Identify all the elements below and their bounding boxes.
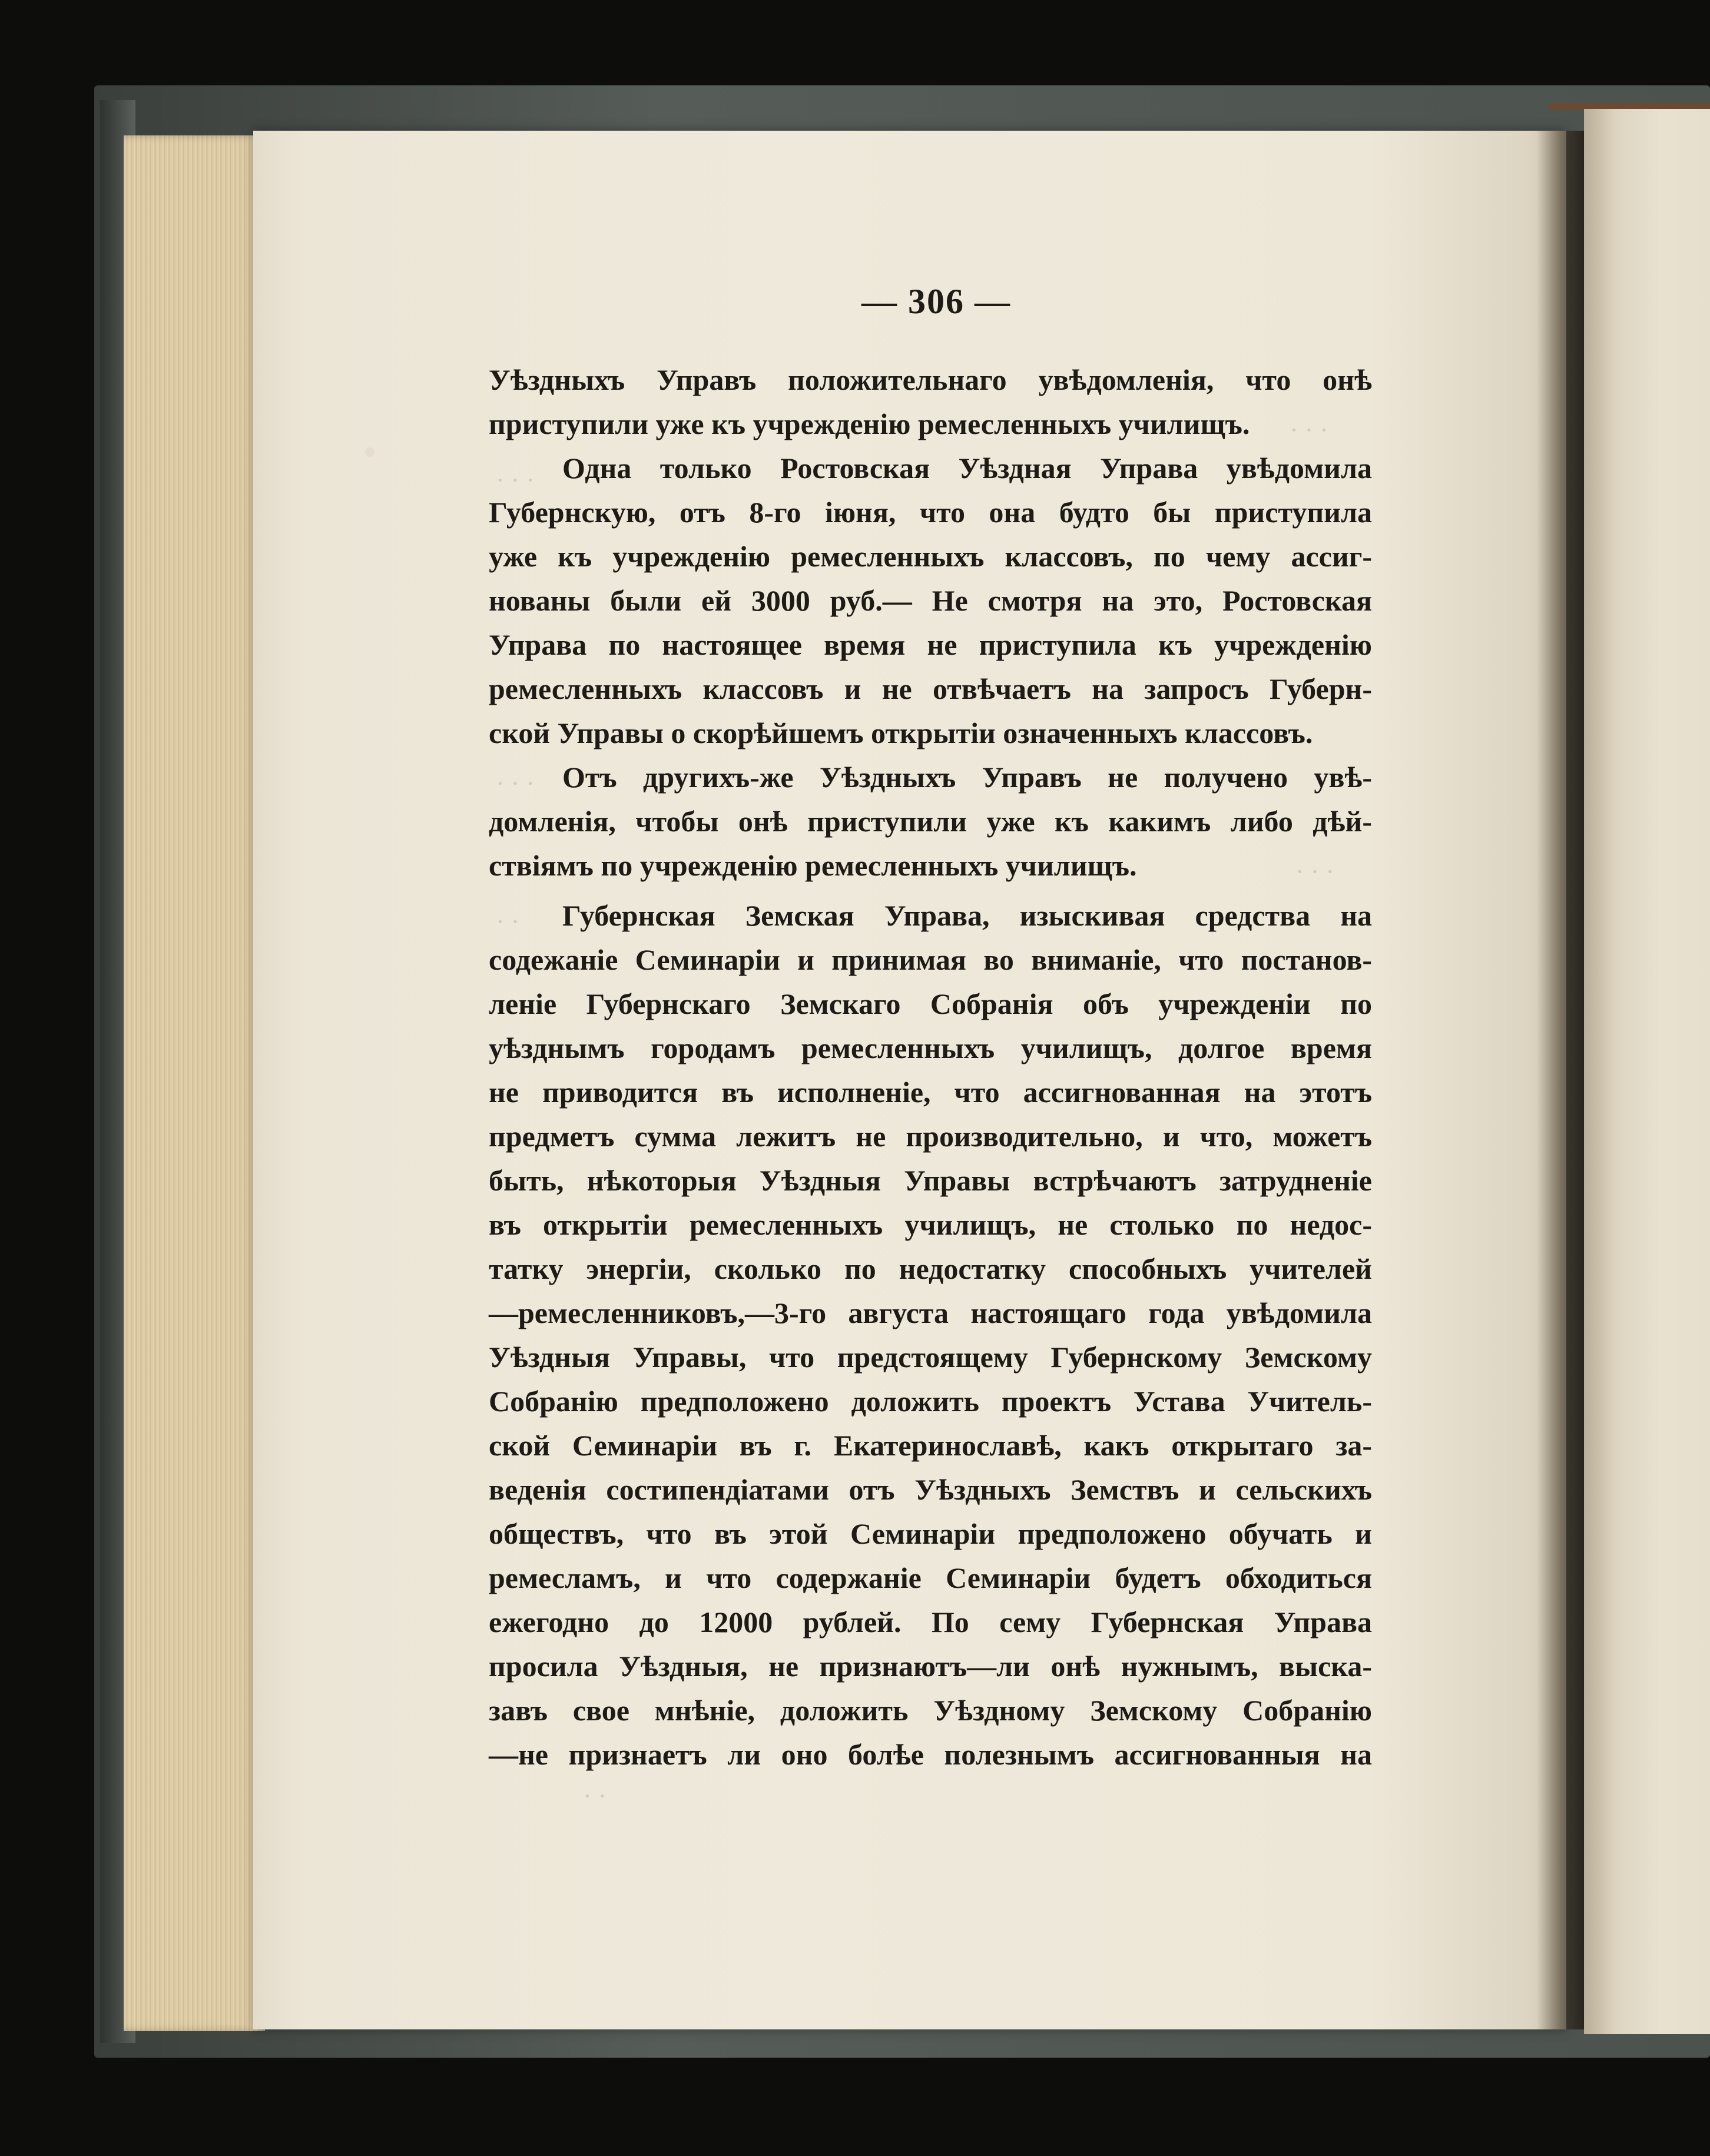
text-line: Губернская Земская Управа, изыскивая средства на: [562, 899, 1372, 932]
bleed-through-mark: · · ·: [496, 466, 535, 495]
text-line: ремесламъ, и что содержаніе Семинаріи будетъ обходиться: [489, 1561, 1372, 1594]
bleed-through-mark: · · ·: [1290, 416, 1328, 445]
text-line: быть, нѣкоторыя Уѣздныя Управы встрѣчаютъ затрудненіе: [489, 1164, 1372, 1197]
page-number: — 306 —: [861, 282, 1011, 321]
page-edges: [124, 135, 265, 2031]
text-line: завъ свое мнѣніе, доложить Уѣздному Земскому Собранію: [489, 1694, 1372, 1727]
text-line: Отъ другихъ-же Уѣздныхъ Управъ не получено увѣ-: [562, 761, 1372, 794]
text-line: —ремесленниковъ,—3-го августа настоящаго года увѣдомила: [489, 1296, 1372, 1329]
bleed-through-mark: · · ·: [1295, 857, 1334, 886]
text-line: Уѣздныхъ Управъ положительнаго увѣдомленія, что онѣ: [489, 363, 1372, 396]
text-line: содежаніе Семинаріи и принимая во вниманіе, что постанов-: [489, 943, 1372, 976]
bleed-through-mark: · · ·: [496, 769, 535, 798]
bleed-through-mark: · ·: [583, 1782, 607, 1810]
text-line: —не признаетъ ли оно болѣе полезнымъ ассигнованныя на: [489, 1738, 1372, 1771]
text-line: нованы были ей 3000 руб.— Не смотря на это, Ростовская: [489, 584, 1372, 617]
text-line: обществъ, что въ этой Семинаріи предположено обучать и: [489, 1517, 1372, 1550]
text-line: ствіямъ по учрежденію ремесленныхъ училищъ.: [489, 849, 1137, 882]
facing-page: [1584, 109, 1710, 2034]
text-line: Управа по настоящее время не приступила къ учрежденію: [489, 628, 1372, 661]
text-line: Губернскую, отъ 8-го іюня, что она будто бы приступила: [489, 496, 1372, 529]
text-line: уѣзднымъ городамъ ремесленныхъ училищъ, долгое время: [489, 1031, 1372, 1064]
text-line: домленія, чтобы онѣ приступили уже къ какимъ либо дѣй-: [489, 805, 1372, 838]
page-gutter-shadow: [1537, 131, 1584, 2029]
text-line: веденія состипендіатами отъ Уѣздныхъ Земствъ и сельскихъ: [489, 1473, 1372, 1506]
text-line: въ открытіи ремесленныхъ училищъ, не столько по недос-: [489, 1208, 1372, 1241]
text-line: ской Семинаріи въ г. Екатеринославѣ, какъ открытаго за-: [489, 1429, 1372, 1462]
text-line: просила Уѣздныя, не признаютъ—ли онѣ нужнымъ, выска-: [489, 1650, 1372, 1683]
ink-dot: [365, 447, 375, 457]
text-line: уже къ учрежденію ремесленныхъ классовъ, по чему ассиг-: [489, 540, 1372, 573]
text-line: Уѣздныя Управы, что предстоящему Губернскому Земскому: [489, 1341, 1372, 1374]
bleed-through-mark: · ·: [496, 907, 520, 936]
text-line: леніе Губернскаго Земскаго Собранія объ учрежденіи по: [489, 987, 1372, 1020]
text-line: ежегодно до 12000 рублей. По сему Губернская Управа: [489, 1606, 1372, 1638]
text-line: татку энергіи, сколько по недостатку способныхъ учителей: [489, 1252, 1372, 1285]
text-line: не приводится въ исполненіе, что ассигнованная на этотъ: [489, 1076, 1372, 1109]
text-line: предметъ сумма лежитъ не производительно, и что, можетъ: [489, 1120, 1372, 1153]
text-line: ремесленныхъ классовъ и не отвѣчаетъ на запросъ Губерн-: [489, 672, 1372, 705]
text-line: приступили уже къ учрежденію ремесленныхъ училищъ.: [489, 407, 1250, 440]
text-line: Собранію предположено доложить проектъ Устава Учитель-: [489, 1385, 1372, 1418]
text-line: ской Управы о скорѣйшемъ открытіи означенныхъ классовъ.: [489, 717, 1313, 749]
text-line: Одна только Ростовская Уѣздная Управа увѣдомила: [562, 452, 1372, 485]
